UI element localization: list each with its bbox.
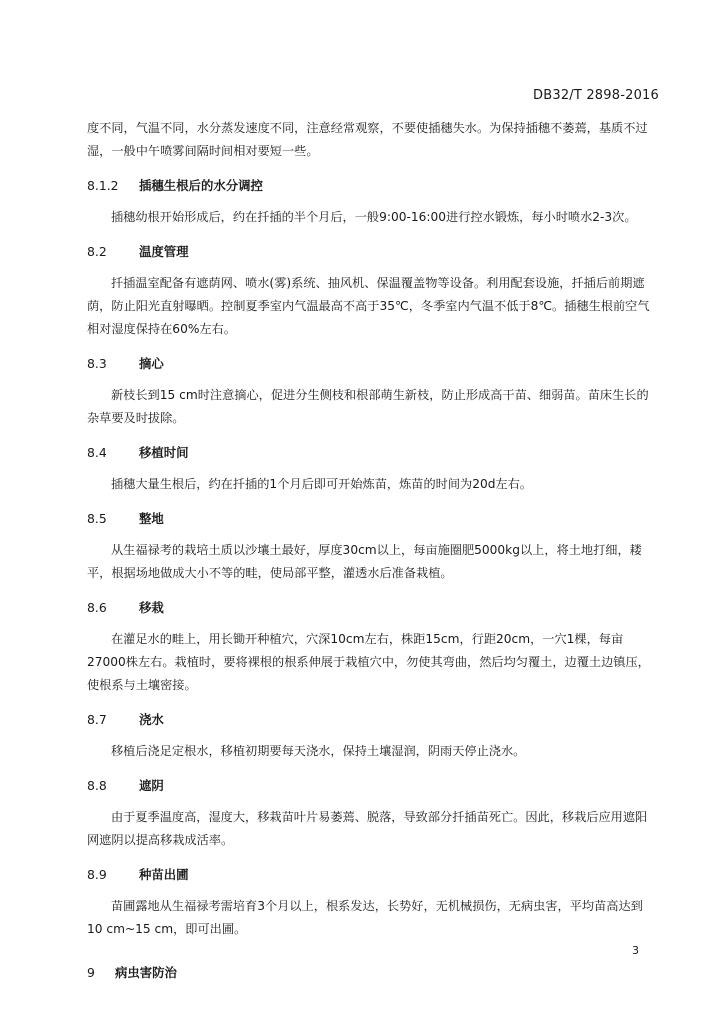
page-body xyxy=(87,117,657,993)
section-heading xyxy=(87,242,657,262)
section-8-3 xyxy=(87,354,657,430)
section-heading xyxy=(87,176,657,196)
chapter-heading xyxy=(87,963,657,983)
section-8-1-2 xyxy=(87,176,657,229)
section-title: 温度管理 xyxy=(139,244,189,259)
section-heading xyxy=(87,776,657,796)
section-8-5 xyxy=(87,509,657,585)
section-number: 8.4 xyxy=(87,445,107,460)
chapter-number: 9 xyxy=(87,965,95,980)
intro-paragraph: 度不同，气温不同，水分蒸发速度不同，注意经常观察，不要使插穗失水。为保持插穗不萎蔫，基质不过湿，一般中午喷雾间隔时间相对要短一些。 xyxy=(87,121,648,158)
section-paragraph: 从生福禄考的栽培土质以沙壤土最好，厚度30cm以上，每亩施圈肥5000kg以上，将土地打细，耧平，根据场地做成大小不等的畦，使局部平整，灌透水后准备栽植。 xyxy=(87,543,642,580)
section-heading xyxy=(87,443,657,463)
section-8-7 xyxy=(87,710,657,763)
section-paragraph: 苗圃露地从生福禄考需培育3个月以上，根系发达，长势好，无机械损伤，无病虫害，平均苗高达到10 cm~15 cm，即可出圃。 xyxy=(87,899,643,936)
chapter-title: 病虫害防治 xyxy=(115,965,177,980)
section-8-6 xyxy=(87,598,657,697)
document-code: DB32/T 2898-2016 xyxy=(533,88,659,103)
section-title: 浇水 xyxy=(139,712,164,727)
section-title: 种苗出圃 xyxy=(139,867,189,882)
section-number: 8.3 xyxy=(87,356,107,371)
section-number: 8.7 xyxy=(87,712,107,727)
section-number: 8.9 xyxy=(87,867,107,882)
section-8-8 xyxy=(87,776,657,852)
section-number: 8.2 xyxy=(87,244,107,259)
section-heading xyxy=(87,509,657,529)
section-number: 8.6 xyxy=(87,600,107,615)
section-8-2 xyxy=(87,242,657,341)
section-paragraph: 新枝长到15 cm时注意摘心，促进分生侧枝和根部萌生新枝，防止形成高干苗、细弱苗。苗床生长的杂草要及时拔除。 xyxy=(87,388,649,425)
section-heading xyxy=(87,710,657,730)
section-heading xyxy=(87,865,657,885)
section-heading xyxy=(87,354,657,374)
section-title: 移植时间 xyxy=(139,445,189,460)
section-paragraph: 插穗大量生根后，约在扦插的1个月后即可开始炼苗，炼苗的时间为20d左右。 xyxy=(111,477,532,491)
section-title: 插穗生根后的水分调控 xyxy=(139,178,263,193)
section-number: 8.5 xyxy=(87,511,107,526)
section-8-4 xyxy=(87,443,657,496)
section-title: 摘心 xyxy=(139,356,164,371)
section-number: 8.1.2 xyxy=(87,178,119,193)
section-paragraph: 扦插温室配备有遮荫网、喷水(雾)系统、抽风机、保温覆盖物等设备。利用配套设施，扦插后前期遮荫，防止阳光直射曝晒。控制夏季室内气温最高不高于35℃，冬季室内气温不低于8℃。插穗生根前空气相对湿度保持在60%左右。 xyxy=(87,276,650,336)
section-title: 整地 xyxy=(139,511,164,526)
section-heading xyxy=(87,598,657,618)
section-paragraph: 插穗幼根开始形成后，约在扦插的半个月后，一般9:00-16:00进行控水锻炼，每小时喷水2-3次。 xyxy=(111,210,637,224)
section-number: 8.8 xyxy=(87,778,107,793)
section-8-9 xyxy=(87,865,657,941)
page-number: 3 xyxy=(632,944,639,957)
section-title: 遮阴 xyxy=(139,778,164,793)
section-paragraph: 在灌足水的畦上，用长锄开种植穴，穴深10cm左右，株距15cm，行距20cm，一穴1棵，每亩27000株左右。栽植时，要将裸根的根系伸展于栽植穴中，勿使其弯曲，然后均匀覆土，边覆土边镇压，使根系与土壤密接。 xyxy=(87,632,650,692)
section-paragraph: 移植后浇足定根水，移植初期要每天浇水，保持土壤湿润，阴雨天停止浇水。 xyxy=(111,744,526,758)
section-paragraph: 由于夏季温度高，湿度大，移栽苗叶片易萎蔫、脱落，导致部分扦插苗死亡。因此，移栽后应用遮阳网遮阴以提高移栽成活率。 xyxy=(87,810,648,847)
section-title: 移栽 xyxy=(139,600,164,615)
